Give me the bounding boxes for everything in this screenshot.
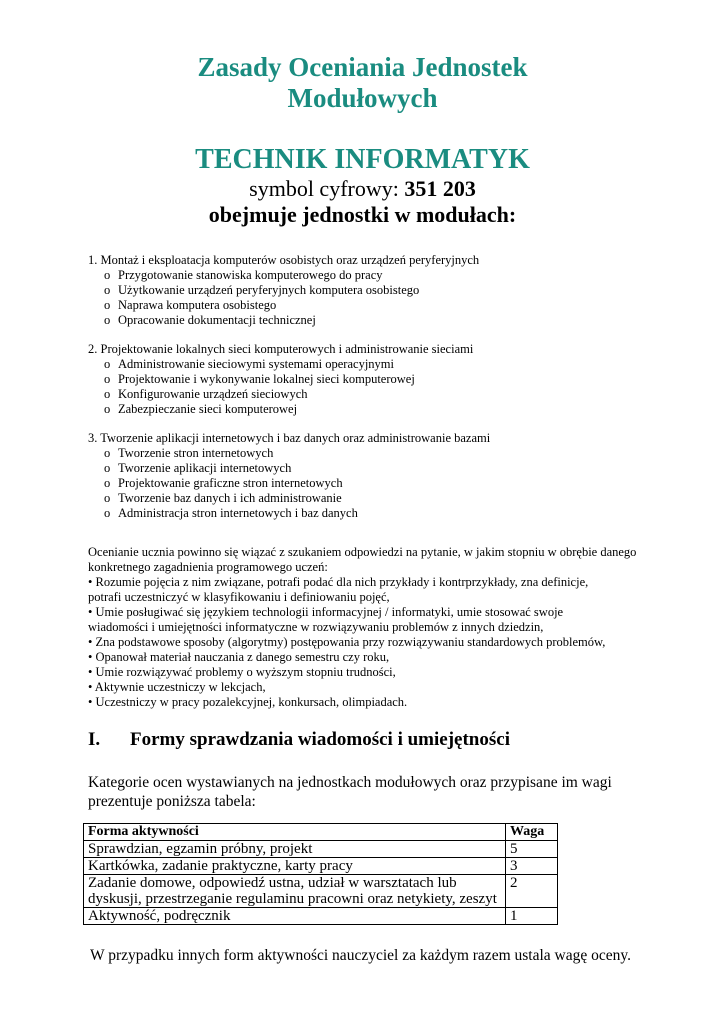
module-item: o Konfigurowanie urządzeń sieciowych	[104, 387, 308, 401]
table-row	[84, 858, 558, 875]
table-row	[84, 908, 558, 925]
circle-bullet-icon: o	[104, 476, 111, 490]
module-item: o Tworzenie stron internetowych	[104, 446, 274, 460]
assessment-bullet: • Opanował materiał nauczania z danego semestru czy roku,	[88, 650, 390, 664]
circle-bullet-icon: o	[104, 283, 111, 297]
assessment-bullet: • Aktywnie uczestniczy w lekcjach,	[88, 680, 266, 694]
assessment-bullet: wiadomości i umiejętności informatyczne w rozwiązywaniu problemów z innych dziedzin,	[88, 620, 544, 634]
table-header-row	[84, 824, 558, 841]
module	[88, 431, 688, 521]
assessment-bullet: • Umie rozwiązywać problemy o wyższym stopniu trudności,	[88, 665, 396, 679]
circle-bullet-icon: o	[104, 387, 111, 401]
module	[88, 342, 688, 417]
circle-bullet-icon: o	[104, 461, 111, 475]
table-row	[84, 875, 558, 908]
table-cell-weight: 5	[506, 841, 558, 858]
module-title: 1. Montaż i eksploatacja komputerów osobistych oraz urządzeń peryferyjnych	[88, 253, 480, 267]
table-cell-weight: 3	[506, 858, 558, 875]
module	[88, 253, 688, 328]
module-title: 2. Projektowanie lokalnych sieci komputerowych i administrowanie sieciami	[88, 342, 474, 356]
symbol-value: 351 203	[404, 176, 476, 201]
circle-bullet-icon: o	[104, 298, 111, 312]
circle-bullet-icon: o	[104, 491, 111, 505]
circle-bullet-icon: o	[104, 402, 111, 416]
table-cell-weight: 2	[506, 875, 558, 908]
header-weight: Waga	[506, 824, 558, 841]
table-cell-weight: 1	[506, 908, 558, 925]
module-item: o Zabezpieczanie sieci komputerowej	[104, 402, 298, 416]
assessment-intro: Ocenianie ucznia powinno się wiązać z szukaniem odpowiedzi na pytanie, w jakim stopniu w obrębie danego	[88, 545, 637, 559]
title-line-2: Modułowych	[287, 83, 438, 113]
module-item: o Opracowanie dokumentacji technicznej	[104, 313, 316, 327]
section-heading	[88, 728, 510, 752]
assessment-bullet: • Rozumie pojęcia z nim związane, potrafi podać dla nich przykłady i kontrprzykłady, zna definicje,	[88, 575, 589, 589]
module-list	[88, 253, 688, 535]
table-row	[84, 841, 558, 858]
circle-bullet-icon: o	[104, 357, 111, 371]
header-form: Forma aktywności	[84, 824, 506, 841]
circle-bullet-icon: o	[104, 268, 111, 282]
module-title: 3. Tworzenie aplikacji internetowych i baz danych oraz administrowanie bazami	[88, 431, 491, 445]
symbol-line	[0, 176, 725, 202]
table-cell-form: Kartkówka, zadanie praktyczne, karty pracy	[84, 858, 506, 875]
profession-title: TECHNIK INFORMATYK	[195, 144, 530, 175]
module-item: o Tworzenie aplikacji internetowych	[104, 461, 292, 475]
module-item: o Projektowanie i wykonywanie lokalnej sieci komputerowej	[104, 372, 415, 386]
assessment-bullet: • Zna podstawowe sposoby (algorytmy) postępowania przy rozwiązywaniu standardowych problemów,	[88, 635, 606, 649]
weights-table	[83, 823, 558, 925]
covers-heading: obejmuje jednostki w modułach:	[208, 202, 517, 227]
module-item: o Naprawa komputera osobistego	[104, 298, 277, 312]
section-number: I.	[88, 729, 101, 750]
module-item: o Przygotowanie stanowiska komputerowego do pracy	[104, 268, 383, 282]
title-line-1: Zasady Oceniania Jednostek	[197, 52, 528, 82]
table-cell-form: Sprawdzian, egzamin próbny, projekt	[84, 841, 506, 858]
module-item: o Administrowanie sieciowymi systemami operacyjnymi	[104, 357, 394, 371]
circle-bullet-icon: o	[104, 372, 111, 386]
assessment-bullet: potrafi uczestniczyć w klasyfikowaniu i definiowaniu pojęć,	[88, 590, 390, 604]
table-cell-form: Aktywność, podręcznik	[84, 908, 506, 925]
module-item: o Administracja stron internetowych i baz danych	[104, 506, 358, 520]
symbol-label: symbol cyfrowy:	[249, 176, 399, 201]
assessment-intro: konkretnego zagadnienia programowego uczeń:	[88, 560, 328, 574]
assessment-bullet: • Umie posługiwać się językiem technologii informacyjnej / informatyki, umie stosować swoje	[88, 605, 564, 619]
module-item: o Tworzenie baz danych i ich administrowanie	[104, 491, 342, 505]
module-item: o Projektowanie graficzne stron internetowych	[104, 476, 343, 490]
section-title: Formy sprawdzania wiadomości i umiejętności	[130, 729, 510, 750]
footer-note: W przypadku innych form aktywności nauczyciel za każdym razem ustala wagę oceny.	[90, 947, 631, 964]
categories-text: Kategorie ocen wystawianych na jednostkach modułowych oraz przypisane im wagi prezentuje poniższa tabela:	[88, 774, 612, 810]
module-item: o Użytkowanie urządzeń peryferyjnych komputera osobistego	[104, 283, 420, 297]
assessment-bullet: • Uczestniczy w pracy pozalekcyjnej, konkursach, olimpiadach.	[88, 695, 408, 709]
circle-bullet-icon: o	[104, 313, 111, 327]
table-cell-form: Zadanie domowe, odpowiedź ustna, udział w warsztatach lub dyskusji, przestrzeganie regulaminu pracowni oraz netykiety, zeszyt	[84, 875, 506, 908]
assessment-section	[88, 545, 688, 710]
circle-bullet-icon: o	[104, 506, 111, 520]
circle-bullet-icon: o	[104, 446, 111, 460]
